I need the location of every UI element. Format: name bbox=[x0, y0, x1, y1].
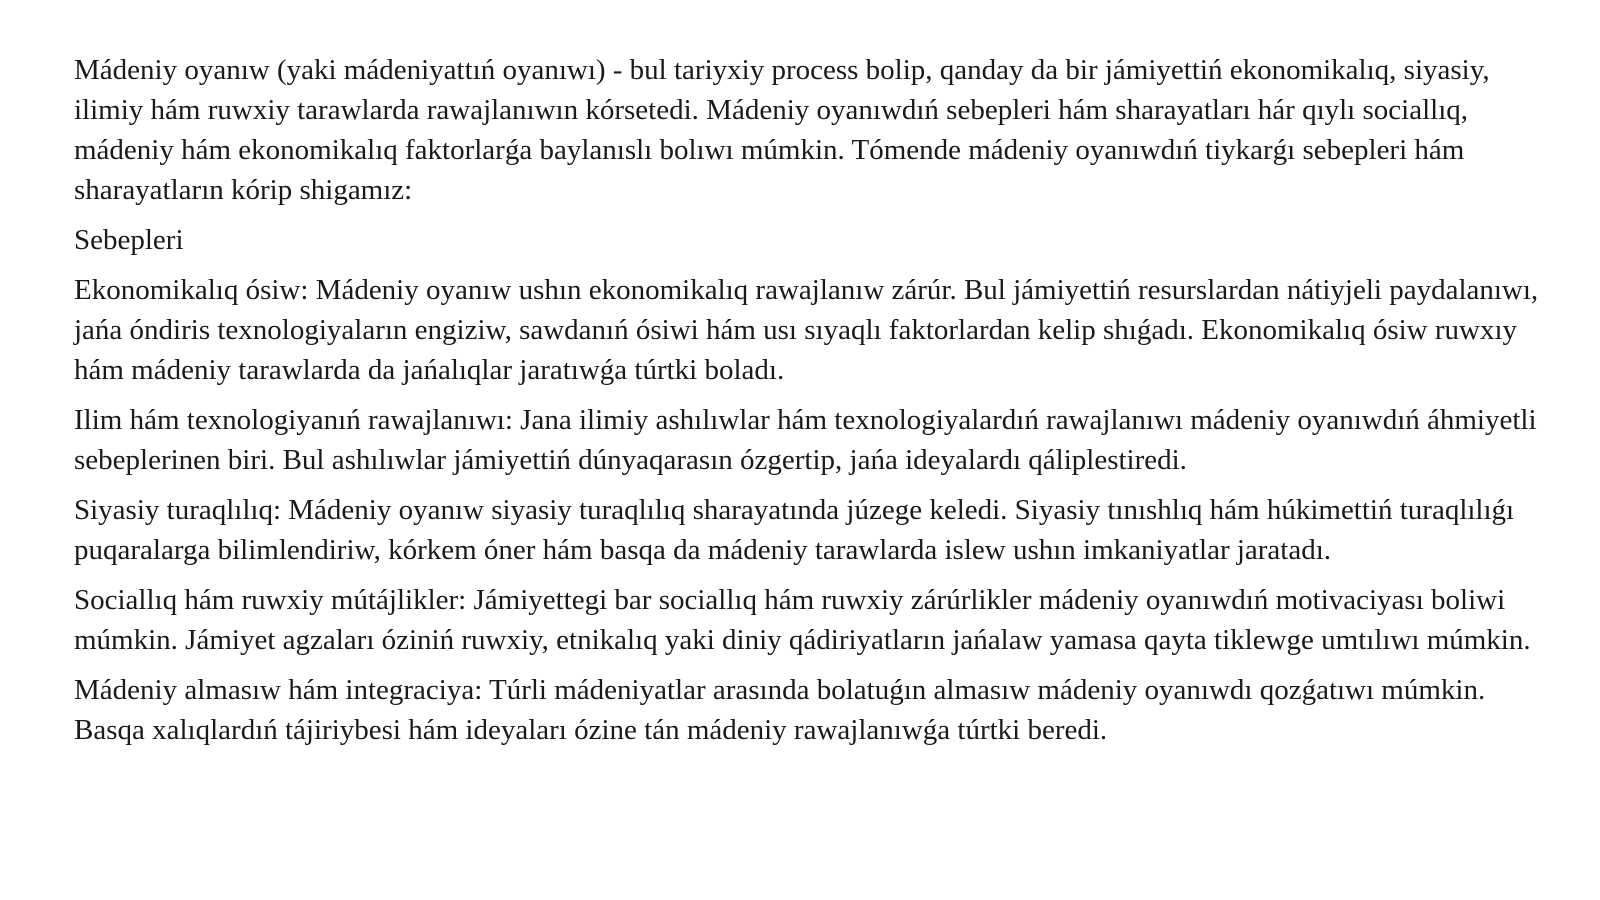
section-heading: Sebepleri bbox=[74, 224, 184, 256]
paragraph-cultural-exchange: Mádeniy almasıw hám integraciya: Túrli mádeniyatlar arasında bolatuǵın almasıw mádeniy oyanıwdı qozǵatıwı múmkin. Basqa xalıqlardıń tájiriybesi hám ideyaları ózine tán mádeniy rawajlanıwǵa túrtki beredi. bbox=[74, 674, 1486, 746]
intro-paragraph: Mádeniy oyanıw (yaki mádeniyattıń oyanıwı) - bul tariyxiy process bolip, qanday da bir jámiyettiń ekonomikalıq, siyasiy, ilimiy hám ruwxiy tarawlarda rawajlanıwın kórsetedi. Mádeniy oyanıwdıń sebepleri hám sharayatları hár qıylı sociallıq, mádeniy hám ekonomikalıq faktorlarǵa baylanıslı bolıwı múmkin. Tómende mádeniy oyanıwdıń tiykarǵı sebepleri hám sharayatların kórip shigamız: bbox=[74, 54, 1490, 206]
paragraph-science-technology: Ilim hám texnologiyanıń rawajlanıwı: Jana ilimiy ashılıwlar hám texnologiyalardıń rawajlanıwı mádeniy oyanıwdıń áhmiyetli sebeplerinen biri. Bul ashılıwlar jámiyettiń dúnyaqarasın ózgertip, jańa ideyalardı qáliplestiredi. bbox=[74, 404, 1537, 476]
document-body bbox=[74, 50, 1544, 760]
paragraph-political-stability: Siyasiy turaqlılıq: Mádeniy oyanıw siyasiy turaqlılıq sharayatında júzege keledi. Siyasiy tınıshlıq hám húkimettiń turaqlılıǵı puqaralarga bilimlendiriw, kórkem óner hám basqa da mádeniy tarawlarda islew ushın imkaniyatlar jaratadı. bbox=[74, 494, 1515, 566]
paragraph-social-spiritual-needs: Sociallıq hám ruwxiy mútájlikler: Jámiyettegi bar sociallıq hám ruwxiy zárúrlikler mádeniy oyanıwdıń motivaciyası boliwi múmkin. Jámiyet agzaları óziniń ruwxiy, etnikalıq yaki diniy qádiriyatların jańalaw yamasa qayta tiklewge umtılıwı múmkin. bbox=[74, 584, 1531, 656]
paragraph-economic-growth: Ekonomikalıq ósiw: Mádeniy oyanıw ushın ekonomikalıq rawajlanıw zárúr. Bul jámiyettiń resurslardan nátiyjeli paydalanıwı, jańa óndiris texnologiyaların engiziw, sawdanıń ósiwi hám usı sıyaqlı faktorlardan kelip shıǵadı. Ekonomikalıq ósiw ruwxıy hám mádeniy tarawlarda da jańalıqlar jaratıwǵa túrtki boladı. bbox=[74, 274, 1539, 386]
